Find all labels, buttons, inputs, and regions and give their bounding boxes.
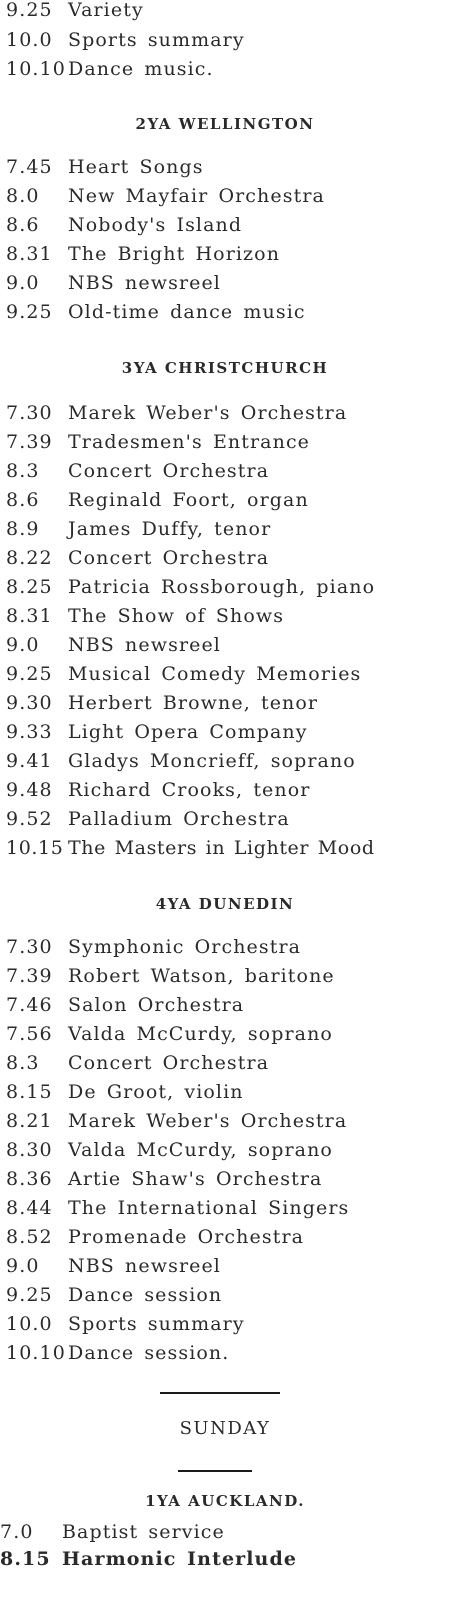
programme-time: 8.3 bbox=[6, 460, 40, 482]
programme-item bbox=[6, 271, 221, 295]
programme-title: Salon Orchestra bbox=[68, 994, 245, 1016]
programme-time: 8.36 bbox=[6, 1168, 53, 1190]
programme-item bbox=[6, 1051, 269, 1075]
programme-title: Robert Watson, baritone bbox=[68, 965, 335, 987]
divider-rule bbox=[160, 1392, 280, 1394]
programme-title: Symphonic Orchestra bbox=[68, 936, 302, 958]
programme-item bbox=[6, 993, 244, 1017]
programme-title: Concert Orchestra bbox=[68, 1052, 270, 1074]
programme-time: 9.25 bbox=[6, 301, 53, 323]
programme-title: Sports summary bbox=[68, 1313, 245, 1335]
programme-title: The Bright Horizon bbox=[68, 243, 281, 265]
programme-time: 7.56 bbox=[6, 1023, 53, 1045]
programme-time: 8.30 bbox=[6, 1139, 53, 1161]
programme-item bbox=[6, 459, 269, 483]
programme-title: Artie Shaw's Orchestra bbox=[68, 1168, 323, 1190]
programme-title: Tradesmen's Entrance bbox=[68, 431, 311, 453]
programme-time: 9.0 bbox=[6, 1255, 40, 1277]
programme-title: NBS newsreel bbox=[68, 272, 221, 294]
programme-item bbox=[6, 1138, 333, 1162]
programme-item bbox=[6, 1167, 322, 1191]
programme-time: 8.31 bbox=[6, 605, 53, 627]
programme-title: Valda McCurdy, soprano bbox=[68, 1139, 333, 1161]
programme-time: 8.0 bbox=[6, 185, 40, 207]
programme-title: Concert Orchestra bbox=[68, 547, 270, 569]
programme-item bbox=[6, 155, 204, 179]
divider-rule bbox=[178, 1470, 252, 1472]
programme-time: 9.41 bbox=[6, 750, 53, 772]
programme-item bbox=[6, 604, 284, 628]
programme-item bbox=[6, 836, 375, 860]
programme-item bbox=[6, 935, 301, 959]
programme-time: 9.48 bbox=[6, 779, 53, 801]
programme-time: 8.52 bbox=[6, 1226, 53, 1248]
programme-title: Harmonic Interlude bbox=[62, 1548, 298, 1570]
programme-title: Promenade Orchestra bbox=[68, 1226, 305, 1248]
programme-title: Dance session bbox=[68, 1284, 223, 1306]
programme-title: Concert Orchestra bbox=[68, 460, 270, 482]
programme-item bbox=[6, 575, 375, 599]
programme-item bbox=[6, 401, 347, 425]
programme-item bbox=[6, 1254, 221, 1278]
programme-time: 8.22 bbox=[6, 547, 53, 569]
programme-item bbox=[6, 691, 318, 715]
programme-item bbox=[6, 213, 242, 237]
programme-time: 10.10 bbox=[6, 58, 66, 80]
programme-time: 8.25 bbox=[6, 576, 53, 598]
programme-item bbox=[6, 517, 271, 541]
programme-title: Reginald Foort, organ bbox=[68, 489, 309, 511]
programme-time: 8.31 bbox=[6, 243, 53, 265]
programme-item bbox=[6, 964, 335, 988]
programme-item bbox=[0, 1547, 297, 1571]
programme-item bbox=[6, 546, 269, 570]
programme-title: Dance music. bbox=[68, 58, 214, 80]
programme-item bbox=[6, 0, 144, 22]
programme-item bbox=[6, 1022, 333, 1046]
programme-item bbox=[6, 488, 309, 512]
programme-time: 7.30 bbox=[6, 402, 53, 424]
programme-time: 10.10 bbox=[6, 1342, 66, 1364]
programme-title: Baptist service bbox=[62, 1521, 225, 1543]
station-heading-dunedin: 4YA DUNEDIN bbox=[155, 895, 295, 913]
programme-item bbox=[6, 1341, 229, 1365]
programme-time: 8.6 bbox=[6, 489, 40, 511]
station-heading-wellington: 2YA WELLINGTON bbox=[135, 115, 315, 133]
programme-time: 7.45 bbox=[6, 156, 53, 178]
programme-time: 8.15 bbox=[6, 1081, 53, 1103]
programme-title: New Mayfair Orchestra bbox=[68, 185, 325, 207]
programme-time: 9.52 bbox=[6, 808, 53, 830]
programme-title: Marek Weber's Orchestra bbox=[68, 1110, 348, 1132]
programme-title: Herbert Browne, tenor bbox=[68, 692, 319, 714]
programme-time: 8.6 bbox=[6, 214, 40, 236]
programme-item bbox=[6, 1283, 222, 1307]
programme-item bbox=[6, 28, 245, 52]
programme-title: The Masters in Lighter Mood bbox=[68, 837, 375, 859]
programme-time: 8.21 bbox=[6, 1110, 53, 1132]
programme-time: 10.0 bbox=[6, 29, 53, 51]
programme-time: 9.0 bbox=[6, 272, 40, 294]
programme-item bbox=[6, 184, 325, 208]
programme-item bbox=[6, 1080, 244, 1104]
programme-time: 8.3 bbox=[6, 1052, 40, 1074]
programme-title: Light Opera Company bbox=[68, 721, 308, 743]
programme-time: 10.0 bbox=[6, 1313, 53, 1335]
programme-item bbox=[6, 633, 221, 657]
programme-title: Richard Crooks, tenor bbox=[68, 779, 311, 801]
programme-item bbox=[6, 778, 310, 802]
programme-title: De Groot, violin bbox=[68, 1081, 244, 1103]
programme-title: Gladys Moncrieff, soprano bbox=[68, 750, 356, 772]
programme-title: Variety bbox=[68, 0, 144, 21]
programme-time: 9.30 bbox=[6, 692, 53, 714]
programme-time: 8.44 bbox=[6, 1197, 53, 1219]
programme-item bbox=[6, 57, 214, 81]
programme-item bbox=[6, 1109, 347, 1133]
programme-time: 9.0 bbox=[6, 634, 40, 656]
programme-time: 9.33 bbox=[6, 721, 53, 743]
programme-item bbox=[0, 1520, 225, 1544]
programme-title: Heart Songs bbox=[68, 156, 204, 178]
programme-time: 7.30 bbox=[6, 936, 53, 958]
programme-item bbox=[6, 1225, 304, 1249]
programme-title: Valda McCurdy, soprano bbox=[68, 1023, 333, 1045]
programme-item bbox=[6, 300, 306, 324]
programme-time: 7.39 bbox=[6, 431, 53, 453]
programme-title: Dance session. bbox=[68, 1342, 230, 1364]
programme-time: 9.25 bbox=[6, 0, 53, 21]
programme-item bbox=[6, 749, 356, 773]
programme-title: The Show of Shows bbox=[68, 605, 285, 627]
programme-title: Nobody's Island bbox=[68, 214, 243, 236]
programme-item bbox=[6, 720, 308, 744]
programme-time: 10.15 bbox=[6, 837, 64, 859]
programme-title: Marek Weber's Orchestra bbox=[68, 402, 348, 424]
programme-item bbox=[6, 662, 361, 686]
programme-time: 9.25 bbox=[6, 1284, 53, 1306]
station-heading-auckland: 1YA AUCKLAND. bbox=[145, 1492, 305, 1510]
programme-title: Musical Comedy Memories bbox=[68, 663, 362, 685]
programme-time: 8.9 bbox=[6, 518, 40, 540]
programme-title: NBS newsreel bbox=[68, 634, 221, 656]
programme-title: Patricia Rossborough, piano bbox=[68, 576, 376, 598]
programme-item bbox=[6, 807, 290, 831]
programme-title: Palladium Orchestra bbox=[68, 808, 290, 830]
programme-item bbox=[6, 242, 280, 266]
programme-title: The International Singers bbox=[68, 1197, 350, 1219]
programme-time: 7.0 bbox=[0, 1521, 34, 1543]
programme-time: 7.46 bbox=[6, 994, 53, 1016]
programme-title: Old-time dance music bbox=[68, 301, 306, 323]
programme-item bbox=[6, 1196, 349, 1220]
programme-time: 7.39 bbox=[6, 965, 53, 987]
programme-title: Sports summary bbox=[68, 29, 245, 51]
station-heading-christchurch: 3YA CHRISTCHURCH bbox=[121, 359, 329, 377]
programme-item bbox=[6, 1312, 245, 1336]
programme-title: James Duffy, tenor bbox=[68, 518, 272, 540]
programme-time: 8.15 bbox=[0, 1548, 51, 1570]
programme-time: 9.25 bbox=[6, 663, 53, 685]
day-heading: SUNDAY bbox=[179, 1418, 271, 1439]
programme-item bbox=[6, 430, 310, 454]
programme-title: NBS newsreel bbox=[68, 1255, 221, 1277]
